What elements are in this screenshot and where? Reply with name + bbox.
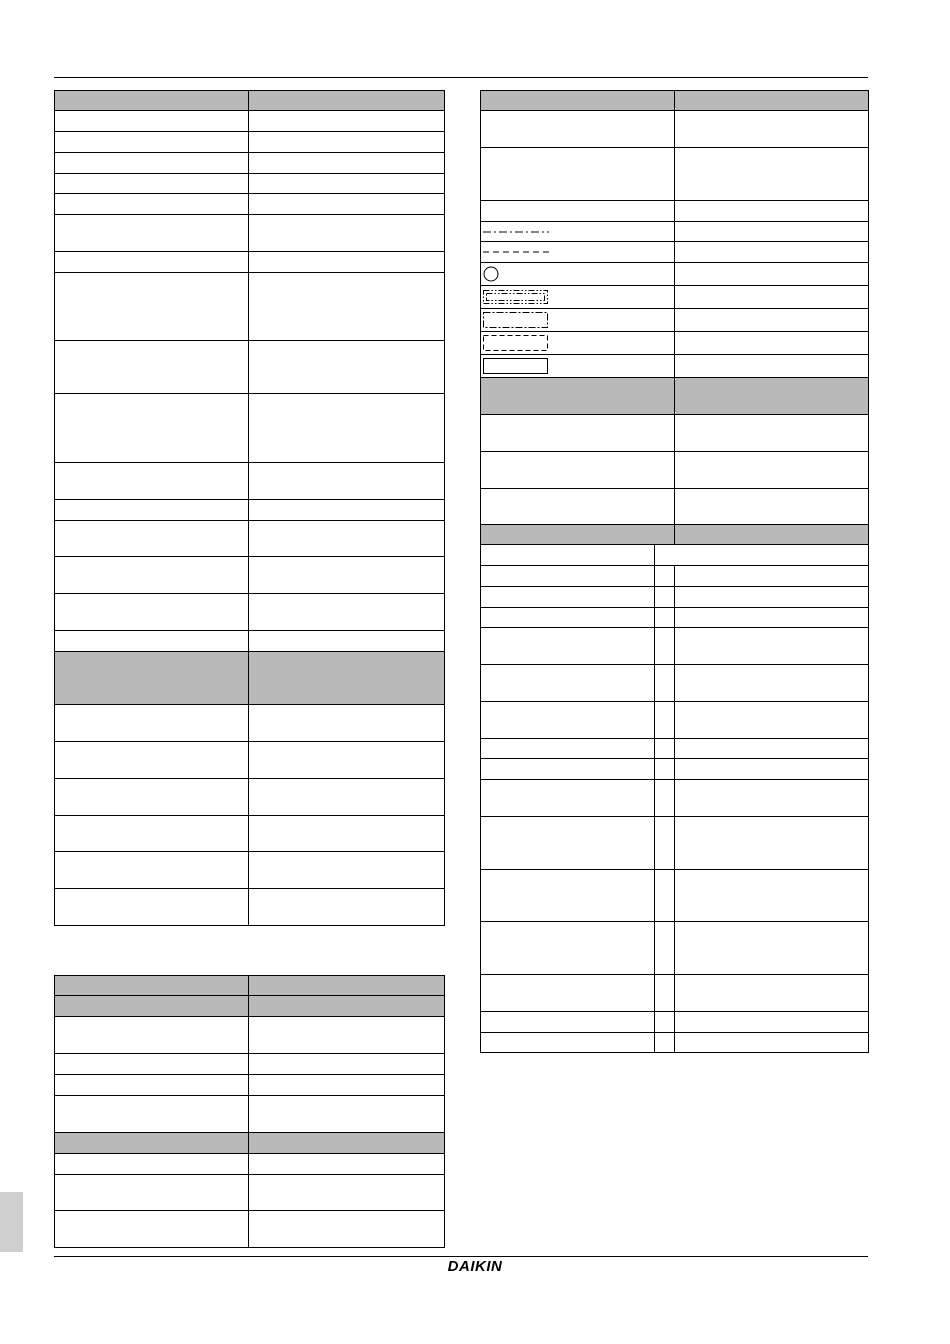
left-table-1-cell-term <box>55 463 249 500</box>
right-table-2-cell-description <box>675 870 869 922</box>
right-table-2-cell-term <box>481 702 655 739</box>
right-table-1-cell-description <box>675 91 869 111</box>
right-table-2-cell-description <box>675 566 869 587</box>
right-table-1-cell-term <box>481 91 675 111</box>
right-table-1-cell-description <box>675 222 869 242</box>
right-table-1-cell-description <box>675 355 869 378</box>
dash-box-icon <box>483 335 549 351</box>
right-table-1-cell-term <box>481 263 675 286</box>
right-table-1-cell-description <box>675 286 869 309</box>
right-table-2-cell-term <box>481 870 655 922</box>
right-table-1-cell-description <box>675 415 869 452</box>
left-table-1-cell-description <box>249 889 445 926</box>
right-table-1-cell-term <box>481 378 675 415</box>
left-table-1-cell-term <box>55 500 249 521</box>
left-table-1-cell-description <box>249 652 445 705</box>
left-table-2-cell-term <box>55 1154 249 1175</box>
right-table-2-row <box>481 608 869 628</box>
left-table-2-cell-description <box>249 1211 445 1248</box>
left-table-1-cell-description <box>249 91 445 111</box>
right-table-1-cell-description <box>675 332 869 355</box>
left-table-1-row <box>55 341 445 394</box>
left-table-1-cell-description <box>249 341 445 394</box>
right-table-1-row <box>481 242 869 263</box>
right-table-1-cell-term <box>481 201 675 222</box>
left-table-2-cell-description <box>249 1133 445 1154</box>
right-table-1-cell-term <box>481 415 675 452</box>
right-table-2-row <box>481 1012 869 1033</box>
right-table-2-cell-term <box>481 566 655 587</box>
right-table-2-row <box>481 1033 869 1053</box>
left-table-1-cell-term <box>55 557 249 594</box>
left-table-1-row <box>55 252 445 273</box>
left-table-1-cell-description <box>249 153 445 174</box>
left-table-2-cell-term <box>55 976 249 996</box>
right-table-2-cell-term <box>481 817 655 870</box>
right-table-2-cell-description <box>675 780 869 817</box>
left-table-2-cell-term <box>55 1211 249 1248</box>
left-table-1-row <box>55 153 445 174</box>
right-table-1-row <box>481 355 869 378</box>
left-table-1-cell-term <box>55 594 249 631</box>
left-table-2-cell-term <box>55 1017 249 1054</box>
right-table-2-cell-marker <box>655 817 675 870</box>
right-table-1-cell-term <box>481 111 675 148</box>
right-table-1-cell-term <box>481 332 675 355</box>
right-table-2-row <box>481 739 869 759</box>
left-table-1-row <box>55 215 445 252</box>
right-table-2-cell-marker <box>655 870 675 922</box>
side-tab <box>0 1192 23 1252</box>
right-table-2-row <box>481 628 869 665</box>
right-table-1-row <box>481 332 869 355</box>
right-table-2-cell-description <box>675 922 869 975</box>
right-table-2-cell-marker <box>655 702 675 739</box>
right-table-2-cell-marker <box>655 739 675 759</box>
left-table-2 <box>54 975 445 1248</box>
left-table-1-cell-term <box>55 816 249 852</box>
right-table-2-row <box>481 780 869 817</box>
left-table-2-cell-term <box>55 1096 249 1133</box>
right-table-1-cell-description <box>675 263 869 286</box>
right-table-1-row <box>481 489 869 525</box>
right-table-2-cell-term <box>481 780 655 817</box>
right-table-1-header-row <box>481 378 869 415</box>
left-table-1-header-row <box>55 91 445 111</box>
left-table-1-cell-description <box>249 631 445 652</box>
left-table-1-row <box>55 132 445 153</box>
right-table-1-cell-description <box>675 452 869 489</box>
left-table-2-header-row <box>55 976 445 996</box>
left-table-1-cell-description <box>249 742 445 779</box>
left-table-2-cell-description <box>249 1075 445 1096</box>
left-table-1-cell-term <box>55 889 249 926</box>
left-table-2-cell-description <box>249 1154 445 1175</box>
left-table-1-cell-description <box>249 394 445 463</box>
right-table-2-cell-description <box>675 702 869 739</box>
right-table-2-cell-marker <box>655 628 675 665</box>
left-table-2-cell-term <box>55 1054 249 1075</box>
right-table-2-cell-term <box>481 1012 655 1033</box>
right-table-2-cell-description <box>675 1012 869 1033</box>
right-table-2-cell-marker <box>655 566 675 587</box>
left-table-2-cell-description <box>249 976 445 996</box>
right-table-1-cell-description <box>675 378 869 415</box>
left-table-1-cell-term <box>55 91 249 111</box>
left-table-2-cell-description <box>249 1175 445 1211</box>
left-table-1-row <box>55 521 445 557</box>
right-table-1-row <box>481 263 869 286</box>
right-table-2-row <box>481 759 869 780</box>
left-table-2-row <box>55 1075 445 1096</box>
left-table-2-cell-description <box>249 1096 445 1133</box>
left-table-1-row <box>55 852 445 889</box>
left-table-1-cell-term <box>55 341 249 394</box>
right-table-1-row <box>481 309 869 332</box>
left-table-2-row <box>55 1054 445 1075</box>
right-table-2-cell-marker <box>655 1012 675 1033</box>
right-table-2-row <box>481 545 869 566</box>
right-table-2-cell-marker <box>655 665 675 702</box>
right-table-1-cell-term <box>481 355 675 378</box>
left-table-1-cell-description <box>249 705 445 742</box>
right-table-2-cell-description <box>675 587 869 608</box>
right-table-1-cell-description <box>675 111 869 148</box>
right-table-1-cell-description <box>675 489 869 525</box>
right-table-1-cell-description <box>675 148 869 201</box>
right-table-2-cell-term <box>481 739 655 759</box>
left-table-2-header-row <box>55 1133 445 1154</box>
left-table-1-row <box>55 111 445 132</box>
left-table-1-cell-term <box>55 252 249 273</box>
right-table-2-cell-term <box>481 922 655 975</box>
left-table-1-cell-term <box>55 852 249 889</box>
left-table-2-row <box>55 1096 445 1133</box>
dash-dot-line-icon <box>483 229 549 235</box>
left-table-1-cell-description <box>249 174 445 194</box>
left-table-1-row <box>55 631 445 652</box>
dashed-line-icon <box>483 249 549 255</box>
left-table-1-cell-term <box>55 174 249 194</box>
right-table-2-cell-description <box>675 759 869 780</box>
right-table-2-cell-term <box>481 1033 655 1053</box>
left-table-1-cell-description <box>249 816 445 852</box>
left-table-1-row <box>55 779 445 816</box>
right-table-2-cell-marker <box>655 1033 675 1053</box>
right-table-2-row <box>481 665 869 702</box>
right-table-1-cell-term <box>481 222 675 242</box>
right-table-2-row <box>481 922 869 975</box>
right-table-2-cell-term <box>481 665 655 702</box>
left-table-1-cell-term <box>55 111 249 132</box>
solid-box-icon <box>483 358 549 374</box>
left-table-1-cell-term <box>55 215 249 252</box>
daikin-logo: DAIKIN <box>447 1258 503 1275</box>
left-table-2-cell-description <box>249 1054 445 1075</box>
left-table-1-cell-term <box>55 132 249 153</box>
left-table-1-cell-description <box>249 215 445 252</box>
left-table-1-row <box>55 742 445 779</box>
right-table-2-cell-marker <box>655 975 675 1012</box>
left-table-1-row <box>55 194 445 215</box>
right-table-2-cell-description <box>675 525 869 545</box>
left-table-1-cell-term <box>55 631 249 652</box>
left-table-2-row <box>55 1175 445 1211</box>
left-table-1-cell-description <box>249 500 445 521</box>
right-table-2-cell-term <box>481 759 655 780</box>
right-table-2-cell-term <box>481 975 655 1012</box>
right-table-2 <box>480 524 869 1053</box>
left-table-1-cell-term <box>55 194 249 215</box>
left-table-1-cell-description <box>249 252 445 273</box>
right-table-1-row <box>481 415 869 452</box>
right-table-1-cell-description <box>675 309 869 332</box>
dash-dot-dot-box-icon <box>483 290 549 304</box>
left-table-2-cell-description <box>249 996 445 1017</box>
right-table-1-cell-description <box>675 242 869 263</box>
left-table-2-cell-description <box>249 1017 445 1054</box>
right-table-2-cell-description <box>675 628 869 665</box>
right-table-2-row <box>481 566 869 587</box>
left-table-1-cell-description <box>249 463 445 500</box>
right-table-1-row <box>481 148 869 201</box>
left-table-1-row <box>55 816 445 852</box>
right-table-1-cell-term <box>481 242 675 263</box>
left-table-1-cell-term <box>55 394 249 463</box>
right-table-1-row <box>481 111 869 148</box>
left-table-2-cell-term <box>55 996 249 1017</box>
left-table-1 <box>54 90 445 926</box>
left-table-2-row <box>55 1211 445 1248</box>
left-table-1-cell-description <box>249 779 445 816</box>
right-table-2-cell-term <box>481 608 655 628</box>
right-table-1-cell-description <box>675 201 869 222</box>
right-table-2-cell-term <box>481 628 655 665</box>
right-table-2-cell-term <box>481 525 675 545</box>
right-table-2-cell-marker <box>655 587 675 608</box>
left-table-1-header-row <box>55 652 445 705</box>
left-table-1-cell-term <box>55 521 249 557</box>
right-table-2-cell-description <box>675 665 869 702</box>
right-table-2-cell-marker <box>655 759 675 780</box>
right-table-2-header-row <box>481 525 869 545</box>
left-table-1-row <box>55 500 445 521</box>
right-table-1-cell-term <box>481 148 675 201</box>
left-table-2-row <box>55 1017 445 1054</box>
right-table-2-row <box>481 870 869 922</box>
right-table-1-header-row <box>481 91 869 111</box>
right-table-2-cell-marker <box>655 780 675 817</box>
left-table-1-cell-term <box>55 153 249 174</box>
right-table-1-row <box>481 452 869 489</box>
left-table-2-row <box>55 1154 445 1175</box>
right-table-2-cell-term <box>481 587 655 608</box>
right-table-1-cell-term <box>481 452 675 489</box>
left-table-2-header-row <box>55 996 445 1017</box>
left-table-1-row <box>55 889 445 926</box>
left-table-1-cell-term <box>55 273 249 341</box>
right-table-2-cell-marker <box>655 608 675 628</box>
left-table-1-cell-description <box>249 557 445 594</box>
right-table-1-row <box>481 222 869 242</box>
left-table-2-cell-term <box>55 1075 249 1096</box>
left-table-1-row <box>55 705 445 742</box>
right-table-1-cell-term <box>481 309 675 332</box>
circle-icon <box>483 266 499 282</box>
left-table-1-row <box>55 174 445 194</box>
right-table-2-row <box>481 702 869 739</box>
left-table-1-row <box>55 394 445 463</box>
right-table-2-cell-description <box>675 1033 869 1053</box>
right-table-1-row <box>481 286 869 309</box>
right-table-2-cell-description <box>675 608 869 628</box>
right-table-2-cell-description <box>655 545 869 566</box>
right-table-2-cell-term <box>481 545 655 566</box>
left-table-1-cell-description <box>249 521 445 557</box>
right-table-1-cell-term <box>481 489 675 525</box>
right-table-2-row <box>481 587 869 608</box>
left-table-1-cell-description <box>249 111 445 132</box>
left-table-1-cell-description <box>249 273 445 341</box>
top-rule <box>54 77 868 78</box>
right-table-1-cell-term <box>481 286 675 309</box>
right-table-2-row <box>481 817 869 870</box>
left-table-1-row <box>55 594 445 631</box>
left-table-1-cell-description <box>249 132 445 153</box>
right-table-2-cell-marker <box>655 922 675 975</box>
left-table-1-cell-term <box>55 705 249 742</box>
left-table-2-cell-term <box>55 1133 249 1154</box>
left-table-1-row <box>55 463 445 500</box>
right-table-1 <box>480 90 869 525</box>
dash-dot-box-icon <box>483 312 549 328</box>
right-table-2-cell-description <box>675 817 869 870</box>
left-table-2-cell-term <box>55 1175 249 1211</box>
right-table-2-cell-description <box>675 975 869 1012</box>
left-table-1-cell-term <box>55 652 249 705</box>
right-table-1-row <box>481 201 869 222</box>
right-table-2-cell-description <box>675 739 869 759</box>
left-table-1-cell-description <box>249 594 445 631</box>
right-table-2-row <box>481 975 869 1012</box>
left-table-1-cell-term <box>55 779 249 816</box>
left-table-1-row <box>55 273 445 341</box>
left-table-1-row <box>55 557 445 594</box>
left-table-1-cell-description <box>249 194 445 215</box>
left-table-1-cell-term <box>55 742 249 779</box>
left-table-1-cell-description <box>249 852 445 889</box>
